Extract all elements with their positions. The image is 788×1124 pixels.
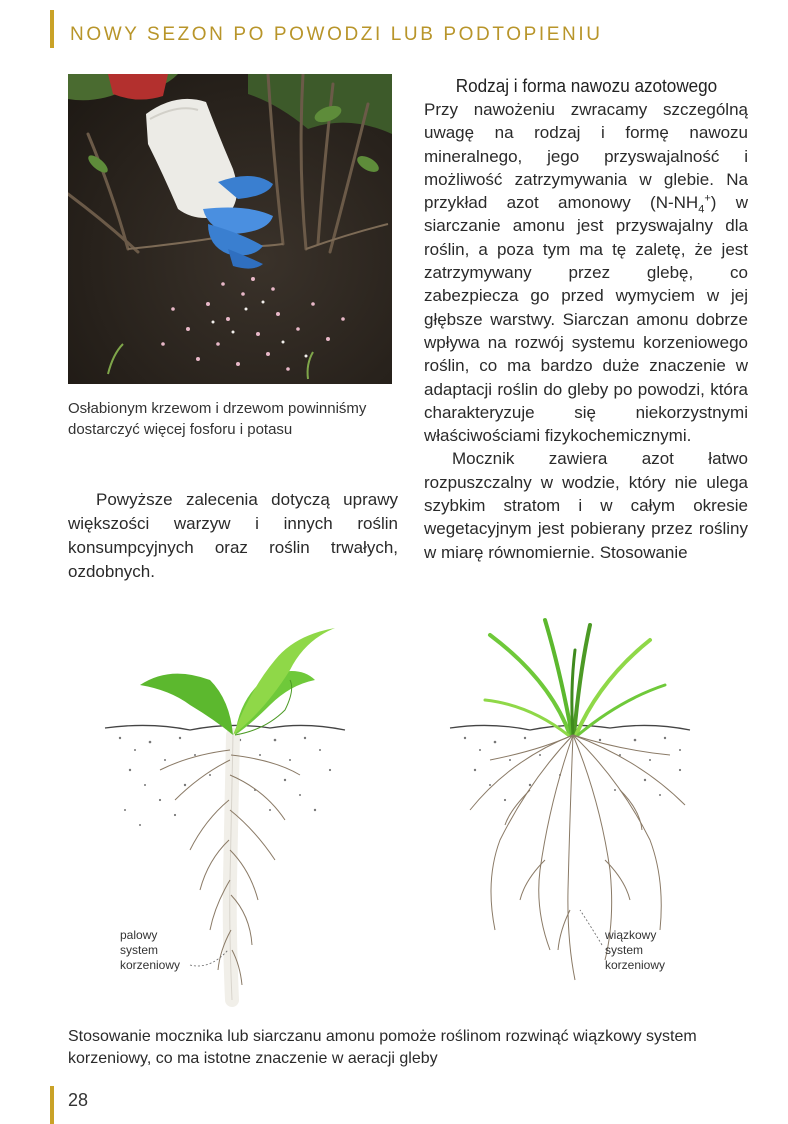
label-line: korzeniowy <box>605 958 666 972</box>
label-fibrous-system <box>605 928 665 973</box>
superscript: + <box>704 192 711 205</box>
paragraph-text-b: ) w siarczanie amonu jest przyswajalny dla roślin, a poza tym ma tę zaletę, że jest zatrzymywany przez glebę, co zabezpiecza go przed wymyciem w jej głębsze warstwy. Siarczan amonu dobrze wpływa na rozwój systemu korzeniowego roślin, co ma bardzo duże znaczenie w adaptacji roślin do gleby po powodzi, która charakteryzuje się niekorzystnymi właściwościami fizykochemicznymi. <box>424 193 748 446</box>
header-accent-bar <box>50 10 54 48</box>
photo-illustration <box>68 74 392 384</box>
label-line: korzeniowy <box>120 958 181 972</box>
running-header: NOWY SEZON PO POWODZI LUB PODTOPIENIU <box>70 24 603 45</box>
paragraph-urea: Mocznik zawiera azot łatwo rozpuszczalny w wodzie, który nie ulega szybkim stratom i w całym okresie wegetacyjnym jest pobierany przez rośliny w miarę równomiernie. Stosowanie <box>424 449 748 562</box>
photo-fertilizing-shrubs <box>68 74 392 384</box>
label-taproot-system <box>120 928 180 973</box>
footer-accent-bar <box>50 1086 54 1124</box>
label-line: system <box>120 943 159 957</box>
label-line: wiązkowy <box>605 928 657 942</box>
label-line: system <box>605 943 644 957</box>
photo-caption: Osłabionym krzewom i drzewom powinniśmy dostarczyć więcej fosforu i potasu <box>68 400 367 438</box>
page-number: 28 <box>68 1090 89 1110</box>
illustration-caption: Stosowanie mocznika lub siarczanu amonu pomoże roślinom rozwinąć wiązkowy system korzeniowy, co ma istotne znaczenie w aeracji gleby <box>68 1028 697 1067</box>
paragraph-recommendations: Powyższe zalecenia dotyczą uprawy większości warzyw i innych roślin konsumpcyjnych oraz roślin trwałych, ozdobnych. <box>68 490 398 581</box>
paragraph-nitrogen-forms <box>424 98 748 447</box>
left-column-text <box>68 488 398 584</box>
right-column-text <box>424 98 748 564</box>
subscript: 4 <box>698 203 705 216</box>
paragraph-text-a: Przy nawożeniu zwracamy szczególną uwagę na rodzaj i formę nawozu mineralnego, jego przyswajalność i możliwość zatrzymywania w glebie. Na przykład azot amonowy (N-NH <box>424 100 748 213</box>
label-line: palowy <box>120 928 158 942</box>
section-title: Rodzaj i forma nawozu azotowego <box>455 76 718 96</box>
